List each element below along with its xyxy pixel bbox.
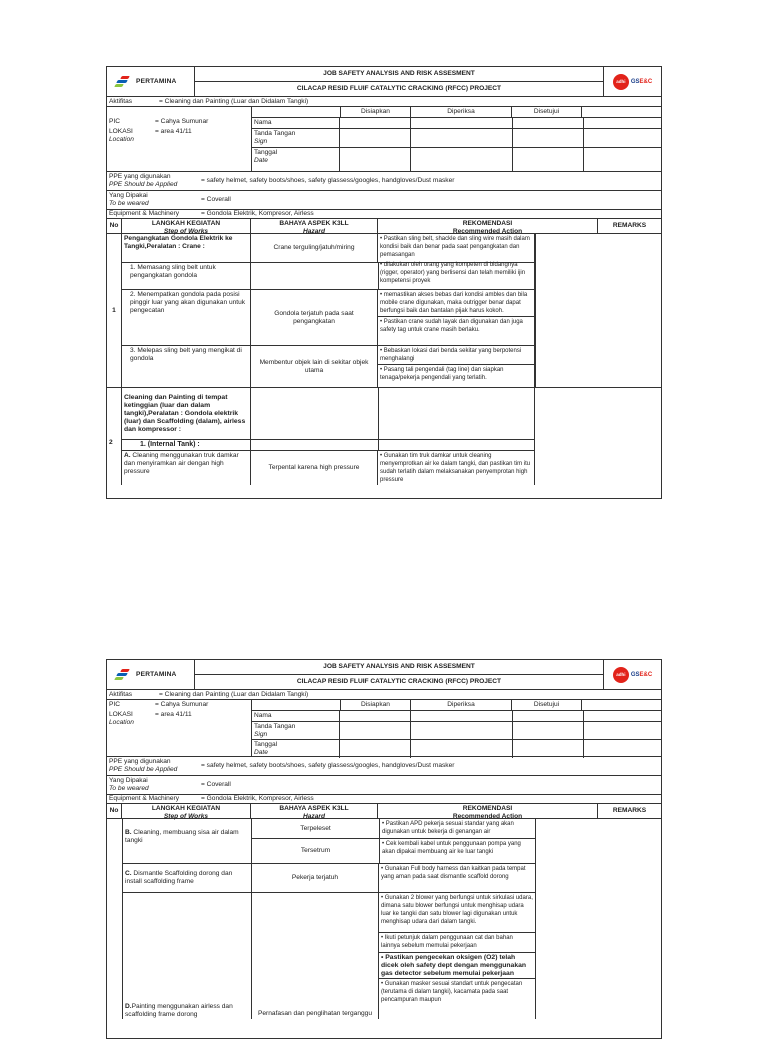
- disiapkan-nama: [340, 118, 411, 128]
- lokasi-label-2: LOKASI: [109, 711, 133, 718]
- col-rec-2: REKOMENDASI: [462, 805, 513, 812]
- lokasi-label: LOKASI: [109, 128, 133, 135]
- s2-rec-2: • Pastikan crane sudah layak dan digunakan dan juga safety tag untuk crane masih berlaku.: [380, 319, 523, 333]
- s3-step: 3. Melepas sling belt yang mengikat di gondola: [122, 346, 251, 387]
- b-hazard-1: Terpeleset: [252, 819, 379, 839]
- equipment-value: = Gondola Elektrik, Kompresor, Airless: [201, 210, 314, 217]
- pic-label-2: PIC: [109, 701, 120, 708]
- col-hazard-en-2: Hazard: [303, 813, 325, 820]
- table-header-2: [107, 804, 661, 819]
- row-c: [123, 864, 535, 893]
- s1-hazard: Crane terguling/jatuh/miring: [251, 234, 378, 262]
- row-no: 1: [107, 234, 122, 387]
- row1-remarks: [535, 234, 661, 387]
- s2-hazard: Gondola terjatuh pada saat pengangkatan: [251, 290, 378, 345]
- b-step: B. Cleaning, membuang sisa air dalam tangki: [123, 819, 252, 863]
- ppe-row-2: [107, 757, 661, 776]
- disiapkan-date: [340, 148, 411, 171]
- dipakai-value-2: = Coverall: [201, 781, 231, 788]
- nama-label: Nama: [252, 118, 340, 128]
- col-steps: LANGKAH KEGIATAN: [151, 220, 221, 227]
- dipakai-row-2: [107, 776, 661, 795]
- d-hazard: Pernafasan dan penglihatan terganggu: [252, 893, 379, 1019]
- s1-step: 1. Memasang sling belt untuk pengangkatan gondola: [122, 263, 251, 289]
- d-step: D.Painting menggunakan airless dan scaffolding frame dorong: [123, 893, 252, 1019]
- diperiksa-date: [411, 148, 513, 171]
- ppe-label: PPE yang digunakan: [109, 173, 171, 180]
- title-line-1-p2: JOB SAFETY ANALYSIS AND RISK ASSESMENT: [195, 660, 603, 675]
- s1-rec-2: • dilakukan oleh orang yang kompeten di bidangnya (rigger, operator) yang berlisensi dan telah memiliki ijin kompetensi proyek: [380, 262, 526, 284]
- tanggal-label-2: Tanggal: [254, 741, 278, 748]
- s2-step: 2. Menempatkan gondola pada posisi pinggir luar yang akan digunakan untuk pengecatan: [122, 290, 251, 345]
- document-header: [107, 67, 661, 97]
- row-d: [123, 893, 535, 1019]
- pertamina-logo: [107, 67, 195, 96]
- equipment-label-2: Equipment & Machinery: [109, 795, 180, 802]
- disiapkan-header-2: Disiapkan: [341, 700, 411, 710]
- row1-title: Pengangkatan Gondola Elektrik ke Tangki,Peralatan : Crane :: [122, 234, 251, 262]
- pic-value-2: = Cahya Sumunar: [155, 701, 209, 708]
- aktifitas-row-2: [107, 690, 661, 700]
- location-label-2: Location: [109, 719, 134, 726]
- pertamina-mark-icon: [115, 76, 133, 87]
- aktifitas-row: [107, 97, 661, 107]
- equipment-label: Equipment & Machinery: [109, 210, 180, 217]
- ppe-value: = safety helmet, safety boots/shoes, safety glassess/googles, handgloves/Dust masker: [201, 177, 455, 184]
- pic-approval-block-2: [107, 700, 661, 757]
- col-rec-en: Recommended Action: [452, 228, 523, 235]
- c-step: C. Dismantle Scaffolding dorong dan install scaffolding frame: [123, 864, 252, 892]
- internal-tank-label: 1. (Internal Tank) :: [122, 440, 251, 450]
- ppe-row: [107, 172, 661, 191]
- disetujui-sign: [513, 129, 584, 147]
- logo-text-2: PERTAMINA: [136, 670, 177, 678]
- equipment-row-2: [107, 795, 661, 804]
- col-remarks: REMARKS: [612, 222, 647, 229]
- col-steps-en: Step of Works: [163, 228, 209, 235]
- diperiksa-sign: [411, 129, 513, 147]
- s2-rec-1: • memastikan akses bebas dari kondisi ambles dan bila mobile crane digunakan, maka outrigger benar dapat berfungsi baik dan bantalan pijak harus kokoh.: [378, 290, 534, 317]
- table-body-2: [107, 819, 661, 1019]
- col-remarks-2: REMARKS: [612, 807, 647, 814]
- nama-label-2: Nama: [252, 711, 340, 721]
- table-row-1: [107, 234, 661, 388]
- lokasi-value: = area 41/11: [155, 128, 192, 135]
- equipment-row: [107, 210, 661, 219]
- diperiksa-header-2: Diperiksa: [411, 700, 512, 710]
- a-rec: • Gunakan tim truk damkar untuk cleaning menyemprotkan air ke dalam tangki, dan pastikan tim itu sudah terlatih dalam melaksanakan penyemprotan high pressure: [380, 453, 531, 483]
- col-rec: REKOMENDASI: [462, 220, 513, 227]
- remarks-col-2: [535, 819, 661, 1019]
- tanda-tangan-label-2: Tanda Tangan: [254, 723, 296, 730]
- tanda-tangan-label: Tanda Tangan: [254, 130, 296, 137]
- b-rec-2: • Cek kembali kabel untuk penggunaan pompa yang akan dipakai membuang air ke luar tangki: [382, 841, 521, 855]
- col-hazard: BAHAYA ASPEK K3LL: [279, 220, 349, 227]
- col-steps-en-2: Step of Works: [163, 813, 209, 820]
- d-rec-3: • Pastikan pengecekan oksigen (O2) telah dicek oleh safety dept dengan menggunakan gas detector sebelum memulai pekerjaan: [379, 953, 535, 979]
- disiapkan-sign: [340, 129, 411, 147]
- dipakai-label-en: To be weared: [109, 200, 149, 207]
- pertamina-logo-2: [107, 660, 195, 689]
- d-rec-2: • Ikuti petunjuk dalam penggunaan cat dan bahan lainnya sebelum memulai pekerjaan: [379, 933, 535, 953]
- disiapkan-header: Disiapkan: [341, 107, 411, 117]
- c-hazard: Pekerja terjatuh: [252, 864, 379, 892]
- table-header: [107, 219, 661, 234]
- gs-ec-logo: GSE&C: [630, 78, 653, 85]
- dipakai-row: [107, 191, 661, 210]
- title-line-2: CILACAP RESID FLUIF CATALYTIC CRACKING (RFCC) PROJECT: [296, 85, 502, 92]
- location-label: Location: [109, 136, 134, 143]
- s1-rec-1: • Pastikan sling belt, shackle dan sling wire masih dalam kondisi baik dan benar pada saat pengangkatan dan pemasangan: [380, 236, 530, 258]
- date-label: Date: [254, 157, 268, 164]
- document-title-2: [195, 660, 604, 689]
- pic-label: PIC: [109, 118, 120, 125]
- jsa-page-1: [106, 66, 662, 499]
- table-row-2: [107, 388, 661, 485]
- col-no: No: [107, 219, 122, 233]
- disetujui-nama: [513, 118, 584, 128]
- dipakai-label-en-2: To be weared: [109, 785, 149, 792]
- a-hazard: Terpental karena high pressure: [251, 451, 378, 485]
- col-steps-2: LANGKAH KEGIATAN: [151, 805, 221, 812]
- sign-label: Sign: [254, 138, 268, 145]
- diperiksa-nama: [411, 118, 513, 128]
- date-label-2: Date: [254, 749, 268, 756]
- aktifitas-value-2: = Cleaning dan Painting (Luar dan Didalam Tangki): [159, 691, 309, 698]
- d-rec-1: • Gunakan 2 blower yang berfungsi untuk sirkulasi udara, dimana satu blower berfungsi untuk menghisap udara luar ke tangki dan satu blower lagi digunakan untuk menghisap udara dari dalam tangki.: [379, 893, 535, 933]
- tanggal-label: Tanggal: [254, 149, 278, 156]
- equipment-value-2: = Gondola Elektrik, Kompresor, Airless: [201, 795, 314, 802]
- disetujui-header-2: Disetujui: [512, 700, 582, 710]
- logo-text: PERTAMINA: [136, 77, 177, 85]
- disetujui-header: Disetujui: [512, 107, 582, 117]
- aktifitas-value: = Cleaning dan Painting (Luar dan Didalam Tangki): [159, 98, 309, 105]
- s3-rec-2: • Pasang tali pengendali (tag line) dan siapkan tenaga/pekerja pengendali yang terlatih.: [380, 367, 504, 381]
- col-no-2: No: [107, 804, 122, 818]
- ppe-label-2: PPE yang digunakan: [109, 758, 171, 765]
- disetujui-date: [513, 148, 584, 171]
- aktifitas-label: Aktifitas: [109, 98, 133, 105]
- ppe-label-en: PPE Should be Applied: [109, 181, 178, 188]
- aktifitas-label-2: Aktifitas: [109, 691, 133, 698]
- dipakai-label: Yang Dipakai: [109, 192, 148, 199]
- contractor-logo: [604, 67, 661, 96]
- row-no-2: 2: [107, 388, 122, 485]
- pic-approval-block: [107, 107, 661, 172]
- sign-label-2: Sign: [254, 731, 268, 738]
- col-hazard-en: Hazard: [303, 228, 325, 235]
- diperiksa-header: Diperiksa: [411, 107, 512, 117]
- row2-remarks: [534, 388, 661, 485]
- c-rec: • Gunakan Full body harness dan kaitkan pada tempat yang aman pada saat dismantle scaffold dorong: [381, 866, 526, 880]
- dipakai-value: = Coverall: [201, 196, 231, 203]
- ppe-value-2: = safety helmet, safety boots/shoes, safety glassess/googles, handgloves/Dust masker: [201, 762, 455, 769]
- dipakai-label-2: Yang Dipakai: [109, 777, 148, 784]
- title-line-2-p2: CILACAP RESID FLUIF CATALYTIC CRACKING (RFCC) PROJECT: [296, 678, 502, 685]
- document-title: [195, 67, 604, 96]
- gs-ec-logo: GSE&C: [630, 671, 653, 678]
- d-rec-4: • Gunakan masker sesuai standart untuk pengecatan (terutama di dalam tangki), kacamata pada saat pencampuran maupun: [381, 981, 523, 1003]
- jsa-page-2: [106, 659, 662, 1039]
- b-rec-1: • Pastikan APD pekerja sesuai standar yang akan digunakan untuk bekerja di genangan air: [380, 819, 535, 839]
- contractor-logo-2: [604, 660, 661, 689]
- b-hazard-2: Tersetrum: [300, 847, 331, 854]
- col-rec-en-2: Recommended Action: [452, 813, 523, 820]
- ppe-label-en-2: PPE Should be Applied: [109, 766, 178, 773]
- s3-hazard: Membentur objek lain di sekitar objek utama: [251, 346, 378, 387]
- pertamina-mark-icon: [115, 669, 133, 680]
- col-hazard-2: BAHAYA ASPEK K3LL: [279, 805, 349, 812]
- s3-rec-1: • Bebaskan lokasi dari benda sekitar yang berpotensi menghalangi: [378, 346, 534, 365]
- title-line-1: JOB SAFETY ANALYSIS AND RISK ASSESMENT: [195, 67, 603, 82]
- pic-value: = Cahya Sumunar: [155, 118, 209, 125]
- a-step: A. Cleaning menggunakan truk damkar dan menyiramkan air dengan high pressure: [122, 451, 251, 485]
- adhi-logo-icon: adhi: [613, 667, 629, 683]
- row2-title: Cleaning dan Painting di tempat ketinggian (luar dan dalam tangki),Peralatan : Gondola elektrik (luar) dan Scaffolding (dalam), airless dan kompressor :: [122, 388, 251, 439]
- row-b: [123, 819, 535, 864]
- document-header-2: [107, 660, 661, 690]
- adhi-logo-icon: adhi: [613, 74, 629, 90]
- lokasi-value-2: = area 41/11: [155, 711, 192, 718]
